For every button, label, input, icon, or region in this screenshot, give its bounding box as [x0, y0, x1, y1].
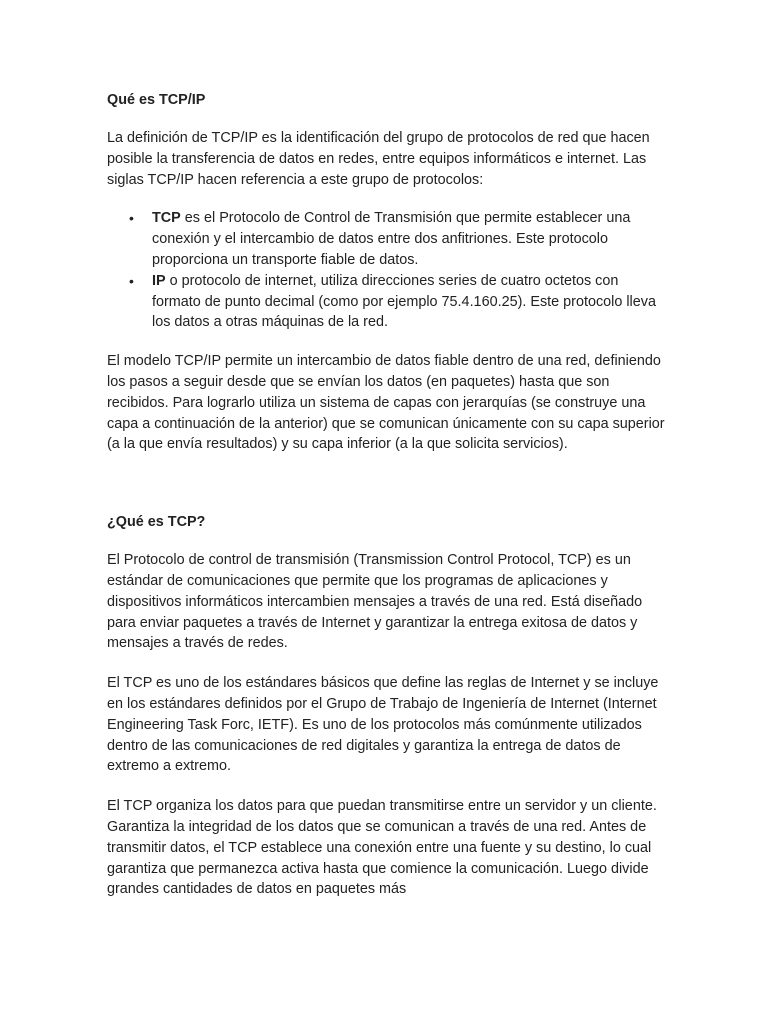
tcp-paragraph-1: El Protocolo de control de transmisión (Transmission Control Protocol, TCP) es un estándar de comunicaciones que permite que los programas de aplicaciones y dispositivos informáticos intercambien mensajes a través de una red. Está diseñado para enviar paquetes a través de Internet y garantizar la entrega exitosa de datos y mensajes a través de redes.: [107, 552, 643, 652]
list-item-tcp: [107, 208, 667, 270]
tcp-paragraph-2: El TCP es uno de los estándares básicos que define las reglas de Internet y se incluye en los estándares definidos por el Grupo de Trabajo de Ingeniería de Internet (Internet Engineering Task Forc, IETF). Es uno de los protocolos más comúnmente utilizados dentro de las comunicaciones de red digitales y garantiza la entrega de datos de extremo a extremo.: [107, 675, 659, 775]
list-item-ip: [107, 271, 667, 333]
protocol-list: [107, 208, 667, 333]
term-tcp: TCP: [152, 210, 181, 227]
bullet-icon: •: [129, 272, 134, 289]
section-heading-tcpip: Qué es TCP/IP: [107, 92, 206, 108]
tcp-paragraph-3: El TCP organiza los datos para que puedan transmitirse entre un servidor y un cliente. Garantiza la integridad de los datos que se comunican a través de una red. Antes de transmitir datos, el TCP establece una conexión entre una fuente y su destino, lo cual garantiza que permanezca activa hasta que comience la comunicación. Luego divide grandes cantidades de datos en paquetes más: [107, 798, 657, 898]
term-ip-description: o protocolo de internet, utiliza direcciones series de cuatro octetos con formato de punto decimal (como por ejemplo 75.4.160.25). Este protocolo lleva los datos a otras máquinas de la red.: [152, 272, 656, 331]
term-ip: IP: [152, 272, 166, 289]
section-heading-tcp: ¿Qué es TCP?: [107, 514, 206, 531]
bullet-icon: •: [129, 210, 134, 227]
document-page: [107, 90, 667, 900]
term-tcp-description: es el Protocolo de Control de Transmisión que permite establecer una conexión y el intercambio de datos entre dos anfitriones. Este protocolo proporciona un transporte fiable de datos.: [152, 210, 631, 268]
intro-paragraph: La definición de TCP/IP es la identificación del grupo de protocolos de red que hacen posible la transferencia de datos en redes, entre equipos informáticos e internet. Las siglas TCP/IP hacen referencia a este grupo de protocolos:: [107, 130, 650, 188]
model-paragraph: El modelo TCP/IP permite un intercambio de datos fiable dentro de una red, definiendo los pasos a seguir desde que se envían los datos (en paquetes) hasta que son recibidos. Para lograrlo utiliza un sistema de capas con jerarquías (se construye una capa a continuación de la anterior) que se comunican únicamente con su capa superior (a la que envía resultados) y su capa inferior (a la que solicita servicios).: [107, 353, 665, 453]
